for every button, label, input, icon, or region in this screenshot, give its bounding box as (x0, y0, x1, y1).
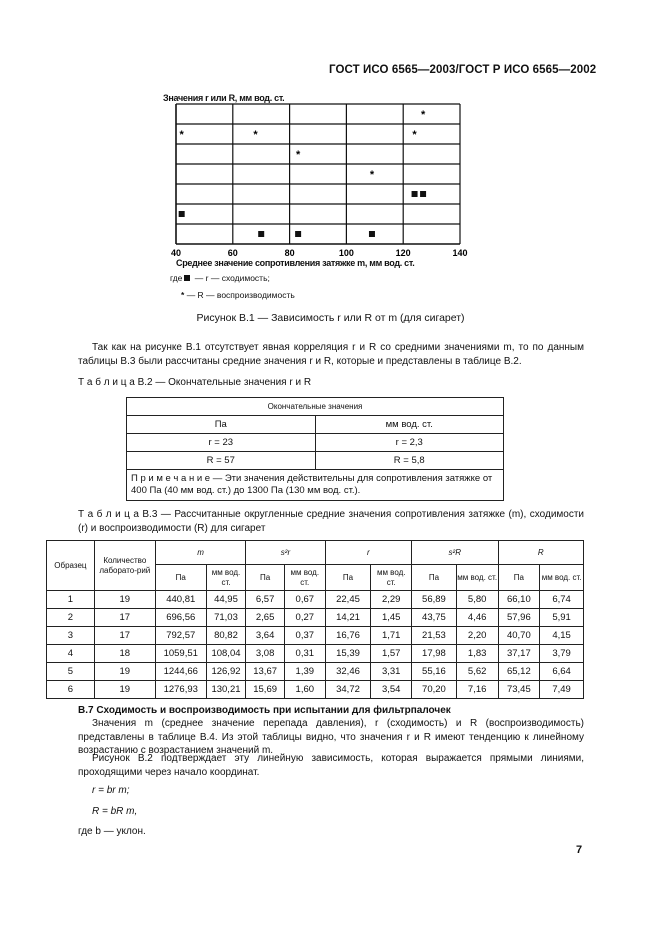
star-marker-icon: * (181, 290, 185, 300)
table-cell: 0,31 (284, 645, 325, 663)
table-cell: 15,39 (325, 645, 371, 663)
table2-prefix: Т а б л и ц а (78, 377, 135, 388)
table-cell: 17,98 (412, 645, 457, 663)
table-cell: 57,96 (498, 609, 540, 627)
table-cell: 5,80 (456, 591, 498, 609)
page-header: ГОСТ ИСО 6565—2003/ГОСТ Р ИСО 6565—2002 (329, 64, 597, 76)
table-cell: 71,03 (206, 609, 246, 627)
table-cell: 40,70 (498, 627, 540, 645)
th-R: R (498, 541, 584, 565)
table-cell: 2 (47, 609, 95, 627)
table-cell: 44,95 (206, 591, 246, 609)
page-number: 7 (576, 844, 583, 856)
table-cell: 0,27 (284, 609, 325, 627)
square-marker-icon (184, 275, 190, 281)
table-cell: 73,45 (498, 681, 540, 699)
table-cell: 1,71 (371, 627, 412, 645)
table3-title (78, 508, 584, 535)
data-point-r (412, 191, 418, 197)
note-prefix: П р и м е ч а н и е (131, 473, 211, 484)
table-cell: 34,72 (325, 681, 371, 699)
table-row (47, 627, 584, 645)
note-text: — Эти значения действительны для сопротивления затяжке от 400 Па (40 мм вод. ст.) до 1300 Па (130 мм вод. ст.). (131, 473, 493, 496)
table-cell: 65,12 (498, 663, 540, 681)
table-cell: 17 (94, 627, 155, 645)
x-tick-label: 140 (452, 248, 468, 258)
paragraph-1: Так как на рисунке В.1 отсутствует явная корреляция r и R со средними значениями m, то по данным таблицы В.3 были рассчитаны средние значения r и R, которые и представлены в таблице В.2. (78, 342, 584, 367)
data-point-r (369, 231, 375, 237)
table-cell: 22,45 (325, 591, 371, 609)
table2-col1: Па (127, 416, 316, 434)
table2-cell: r = 23 (127, 434, 316, 452)
table-cell: 19 (94, 681, 155, 699)
table-cell: 17 (94, 609, 155, 627)
table-cell: 0,67 (284, 591, 325, 609)
data-point-R: * (369, 169, 375, 181)
x-tick-label: 100 (338, 248, 354, 258)
legend-prefix: где (170, 273, 183, 283)
table-cell: 3,79 (540, 645, 584, 663)
data-point-R: * (253, 129, 258, 141)
th-unit-pa: Па (155, 565, 206, 591)
table-cell: 2,65 (246, 609, 285, 627)
table-cell: 16,76 (325, 627, 371, 645)
equation-r: r = br m; (92, 785, 130, 796)
th-unit-mm: мм вод. ст. (371, 565, 412, 591)
table-cell: 108,04 (206, 645, 246, 663)
table-cell: 3,64 (246, 627, 285, 645)
th-unit-pa: Па (325, 565, 371, 591)
table2-cell: r = 2,3 (315, 434, 504, 452)
table-cell: 7,16 (456, 681, 498, 699)
table2-note (127, 470, 504, 501)
x-tick-label: 60 (227, 248, 238, 258)
table-cell: 1,57 (371, 645, 412, 663)
table-cell: 4,46 (456, 609, 498, 627)
table-b3 (46, 540, 584, 699)
table3-title-text: В.3 — Рассчитанные округленные средние значения сопротивления затяжке (m), сходимости (r) и воспроизводимости (R) для сигарет (78, 509, 585, 534)
data-point-R: * (420, 109, 426, 121)
table-cell: 5,91 (540, 609, 584, 627)
legend-r-text: — r — сходимость; (194, 273, 270, 283)
table-cell: 18 (94, 645, 155, 663)
table-cell: 3,31 (371, 663, 412, 681)
scatter-chart (150, 100, 480, 260)
table-cell: 3,08 (246, 645, 285, 663)
table-cell: 1,39 (284, 663, 325, 681)
table-cell: 56,89 (412, 591, 457, 609)
th-unit-mm: мм вод. ст. (284, 565, 325, 591)
x-tick-label: 120 (395, 248, 411, 258)
th-s2R: s²R (412, 541, 498, 565)
table-cell: 3 (47, 627, 95, 645)
x-tick-label: 40 (170, 248, 182, 258)
data-point-r (295, 231, 301, 237)
th-r: r (325, 541, 411, 565)
th-unit-pa: Па (246, 565, 285, 591)
table2-title (78, 377, 311, 388)
section-heading: В.7 Сходимость и воспроизводимость при испытании для фильтрпалочек (78, 705, 451, 716)
table-cell: 19 (94, 663, 155, 681)
table-cell: 55,16 (412, 663, 457, 681)
table-cell: 2,20 (456, 627, 498, 645)
table-cell: 80,82 (206, 627, 246, 645)
y-axis-label: Значения r или R, мм вод. ст. (163, 93, 285, 103)
table-cell: 19 (94, 591, 155, 609)
table-cell: 37,17 (498, 645, 540, 663)
data-point-R: * (179, 129, 184, 141)
table-cell: 130,21 (206, 681, 246, 699)
table-cell: 6,74 (540, 591, 584, 609)
table-cell: 4,15 (540, 627, 584, 645)
th-unit-pa: Па (412, 565, 457, 591)
table-cell: 1,45 (371, 609, 412, 627)
table-cell: 792,57 (155, 627, 206, 645)
table-row (47, 663, 584, 681)
figure-caption: Рисунок В.1 — Зависимость r или R от m (для сигарет) (196, 312, 465, 324)
table-cell: 70,20 (412, 681, 457, 699)
table2-cell: R = 5,8 (315, 452, 504, 470)
table-cell: 14,21 (325, 609, 371, 627)
section-paragraph-1: Значения m (среднее значение перепада давления), r (сходимость) и R (воспроизводимость) представлены в таблице В.4. Из этой таблицы видно, что значения r и R имеют тенденцию к линейному возрастанию с возрастанием значений m. (78, 718, 584, 756)
table-cell: 21,53 (412, 627, 457, 645)
th-labs: Количество лаборато-рий (94, 541, 155, 591)
th-unit-mm: мм вод. ст. (456, 565, 498, 591)
th-unit-mm: мм вод. ст. (206, 565, 246, 591)
legend-R (181, 290, 295, 300)
data-point-R: * (412, 129, 417, 141)
table-cell: 6 (47, 681, 95, 699)
table2-cell: R = 57 (127, 452, 316, 470)
x-tick-label: 80 (284, 248, 295, 258)
table2-col2: мм вод. ст. (315, 416, 504, 434)
table-row (47, 681, 584, 699)
th-s2r: s²r (246, 541, 325, 565)
table-cell: 1059,51 (155, 645, 206, 663)
where-text: где b — уклон. (78, 826, 146, 837)
table-cell: 696,56 (155, 609, 206, 627)
table-cell: 6,64 (540, 663, 584, 681)
data-point-r (179, 211, 185, 217)
table-cell: 5 (47, 663, 95, 681)
table-cell: 1244,66 (155, 663, 206, 681)
table-cell: 5,62 (456, 663, 498, 681)
section-paragraph-2: Рисунок В.2 подтверждает эту линейную зависимость, которая выражается прямыми линиями, проходящими через начало координат. (78, 753, 584, 778)
table-cell: 15,69 (246, 681, 285, 699)
equation-R: R = bR m, (92, 806, 138, 817)
table-cell: 43,75 (412, 609, 457, 627)
table-cell: 13,67 (246, 663, 285, 681)
th-unit-mm: мм вод. ст. (540, 565, 584, 591)
table-cell: 1276,93 (155, 681, 206, 699)
data-point-r (420, 191, 426, 197)
legend-r (170, 273, 270, 283)
table-cell: 126,92 (206, 663, 246, 681)
legend-R-text: — R — воспроизводимость (186, 290, 295, 300)
table-b2 (126, 397, 504, 501)
table-row (47, 645, 584, 663)
data-point-R: * (295, 149, 301, 161)
table-cell: 0,37 (284, 627, 325, 645)
table3-prefix: Т а б л и ц а (78, 509, 139, 520)
table-cell: 4 (47, 645, 95, 663)
th-unit-pa: Па (498, 565, 540, 591)
table-row (47, 609, 584, 627)
table-cell: 440,81 (155, 591, 206, 609)
table-cell: 1 (47, 591, 95, 609)
x-axis-label: Среднее значение сопротивления затяжке m, мм вод. ст. (176, 258, 415, 268)
table-cell: 6,57 (246, 591, 285, 609)
table-cell: 66,10 (498, 591, 540, 609)
table2-header: Окончательные значения (127, 398, 504, 416)
table-cell: 2,29 (371, 591, 412, 609)
data-point-r (258, 231, 264, 237)
table-cell: 3,54 (371, 681, 412, 699)
table2-title-text: В.2 — Окончательные значения r и R (137, 377, 312, 388)
table-cell: 1,60 (284, 681, 325, 699)
th-m: m (155, 541, 246, 565)
table-cell: 7,49 (540, 681, 584, 699)
table-cell: 32,46 (325, 663, 371, 681)
table-cell: 1,83 (456, 645, 498, 663)
th-sample: Образец (47, 541, 95, 591)
table-row (47, 591, 584, 609)
